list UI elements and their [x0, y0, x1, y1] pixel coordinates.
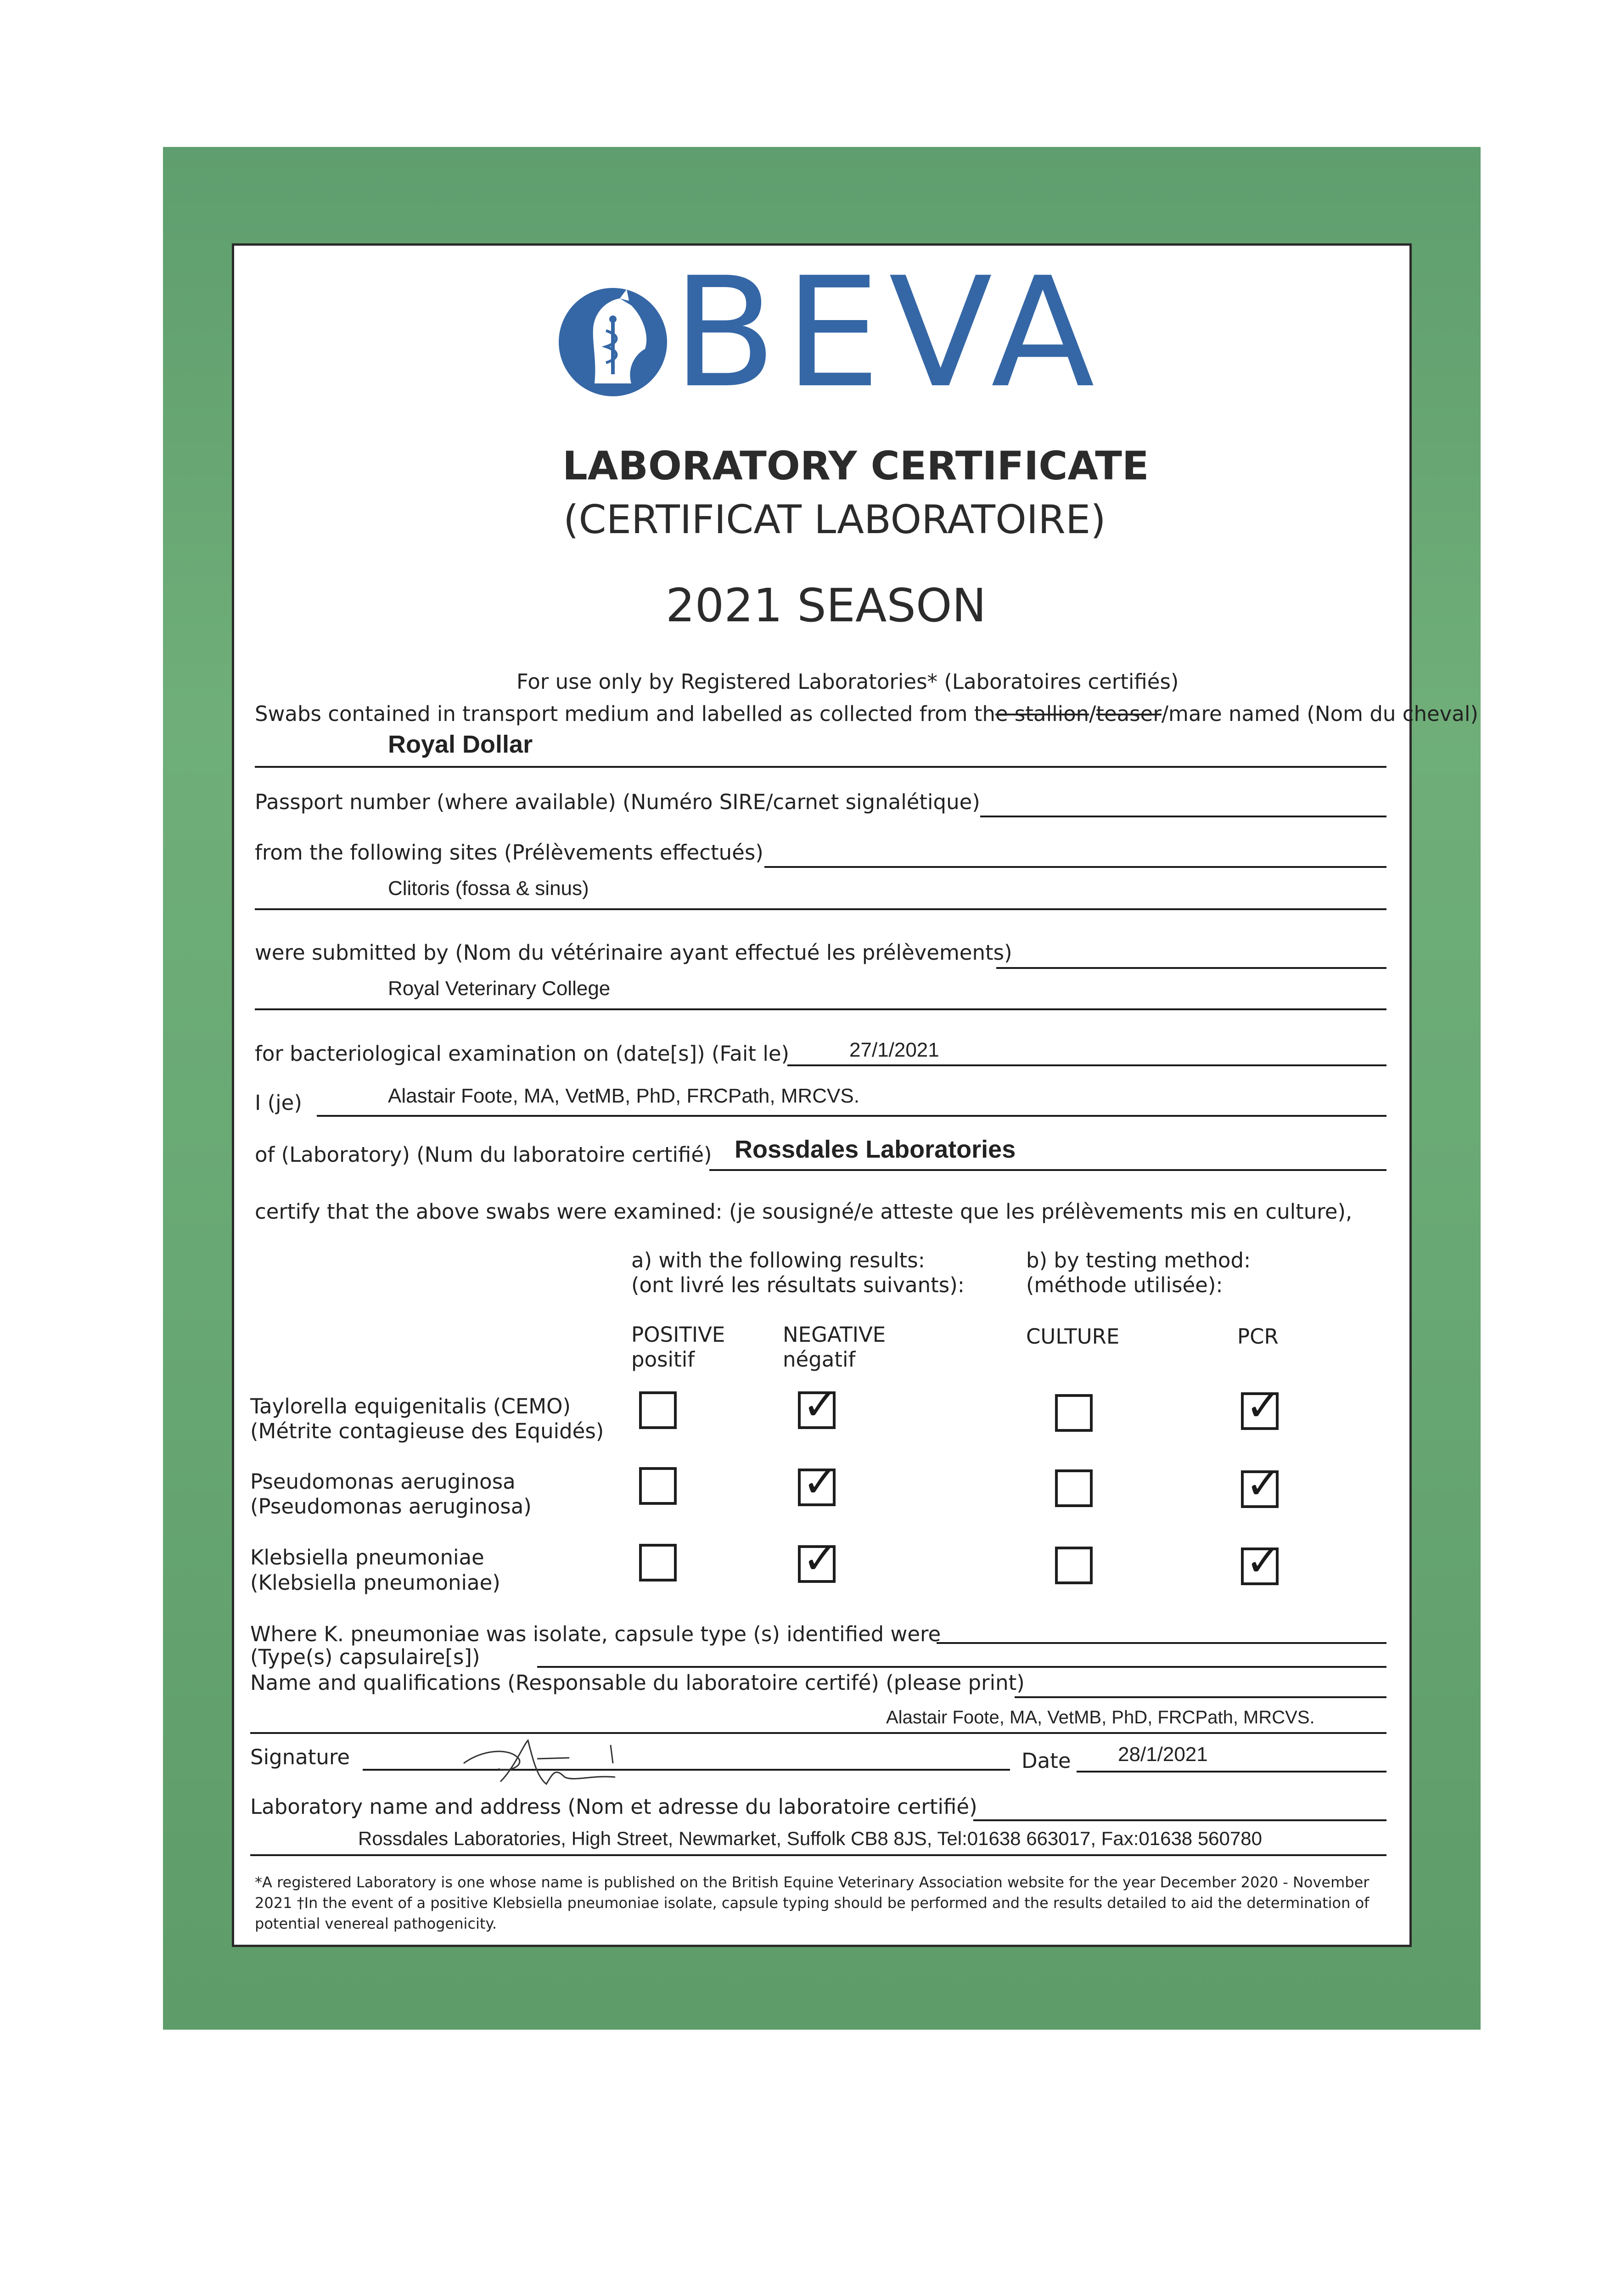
row-2-negative-checkbox[interactable]: [798, 1458, 838, 1507]
row-3-negative-checkbox[interactable]: [798, 1534, 838, 1583]
date-value: 28/1/2021: [1118, 1743, 1208, 1766]
col-negative: NEGATIVE: [783, 1322, 886, 1347]
row-1-positive-checkbox[interactable]: [639, 1391, 677, 1429]
row-1-name: Taylorella equigenitalis (CEMO): [250, 1394, 571, 1418]
lab-address-value: Rossdales Laboratories, High Street, Newmarket, Suffolk CB8 8JS, Tel:01638 663017, Fax:01638 560780: [358, 1828, 1262, 1849]
check-icon: ✓: [803, 1534, 838, 1583]
certificate-title-fr: (CERTIFICAT LABORATOIRE): [563, 497, 1106, 543]
intro-line-2-strike-stallion: e stallion: [995, 702, 1089, 726]
capsule-line-2: [537, 1666, 1386, 1668]
date-line: [1077, 1771, 1386, 1773]
row-3-culture-checkbox[interactable]: [1055, 1547, 1093, 1584]
row-1-culture-checkbox[interactable]: [1055, 1394, 1093, 1432]
row-2-positive-checkbox[interactable]: [639, 1467, 677, 1505]
col-negative-fr: négatif: [783, 1347, 856, 1372]
row-2-culture-checkbox[interactable]: [1055, 1469, 1093, 1507]
beva-logo: [551, 245, 1129, 421]
col-pcr: PCR: [1237, 1324, 1279, 1349]
i-value: Alastair Foote, MA, VetMB, PhD, FRCPath, MRCVS.: [388, 1085, 859, 1107]
row-1-negative-checkbox[interactable]: [798, 1380, 838, 1429]
exam-date-line: [787, 1064, 1386, 1066]
results-heading-a: a) with the following results:: [631, 1248, 925, 1272]
results-heading-b-fr: (méthode utilisée):: [1026, 1273, 1223, 1297]
sites-value: Clitoris (fossa & sinus): [388, 877, 589, 900]
logo-text: BEVA: [673, 245, 1103, 421]
submitted-value: Royal Veterinary College: [388, 977, 611, 1000]
exam-label: for bacteriological examination on (date[s]) (Fait le): [255, 1041, 790, 1066]
lab-address-line-2: [250, 1854, 1386, 1856]
lab-address-line: [973, 1819, 1386, 1821]
row-1-name-fr: (Métrite contagieuse des Equidés): [250, 1419, 604, 1443]
footnote-line-3: potential venereal pathogenicity.: [255, 1915, 497, 1932]
intro-line-2-pre: Swabs contained in transport medium and labelled as collected from th: [255, 702, 995, 726]
row-3-name: Klebsiella pneumoniae: [250, 1545, 484, 1570]
intro-line-2-post: /mare named (Nom du cheval): [1161, 702, 1478, 726]
row-2-name-fr: (Pseudomonas aeruginosa): [250, 1494, 532, 1519]
submitted-line: [996, 967, 1386, 969]
lab-line: [709, 1169, 1386, 1171]
row-3-positive-checkbox[interactable]: [639, 1544, 677, 1581]
row-3-name-fr: (Klebsiella pneumoniae): [250, 1570, 500, 1595]
sites-line-2: [255, 908, 1386, 910]
i-line: [317, 1115, 1386, 1117]
results-heading-a-fr: (ont livré les résultats suivants):: [631, 1273, 965, 1297]
row-2-pcr-checkbox[interactable]: [1241, 1459, 1281, 1508]
footnote-line-2: 2021 †In the event of a positive Klebsiella pneumoniae isolate, capsule typing should be performed and the results detailed to aid the determination of: [255, 1894, 1369, 1912]
lab-address-label: Laboratory name and address (Nom et adresse du laboratoire certifié): [250, 1795, 977, 1819]
intro-line-2: [255, 702, 1478, 726]
submitted-label: were submitted by (Nom du vétérinaire ayant effectué les prélèvements): [255, 940, 1012, 965]
lab-value: Rossdales Laboratories: [735, 1136, 1016, 1163]
sites-label: from the following sites (Prélèvements effectués): [255, 840, 763, 865]
check-icon: ✓: [1246, 1459, 1281, 1508]
submitted-line-2: [255, 1008, 1386, 1010]
certificate-title: LABORATORY CERTIFICATE: [562, 443, 1149, 489]
check-icon: ✓: [803, 1380, 838, 1429]
name-label: Name and qualifications (Responsable du laboratoire certifé) (please print): [250, 1671, 1025, 1695]
i-label: I (je): [255, 1091, 302, 1115]
name-line: [1015, 1696, 1386, 1698]
capsule-label: Where K. pneumoniae was isolate, capsule type (s) identified were: [250, 1622, 941, 1646]
capsule-line: [937, 1642, 1386, 1644]
check-icon: ✓: [1246, 1381, 1281, 1430]
horse-head-emblem-icon: [551, 280, 675, 404]
intro-line-2-slash: /: [1089, 702, 1096, 726]
season-title: 2021 SEASON: [666, 579, 987, 632]
col-positive: POSITIVE: [631, 1322, 725, 1347]
results-heading-b: b) by testing method:: [1026, 1248, 1251, 1272]
col-positive-fr: positif: [631, 1347, 695, 1372]
check-icon: ✓: [803, 1458, 838, 1507]
signature-image: [455, 1731, 629, 1805]
date-label: Date: [1021, 1749, 1071, 1773]
footnote-line-1: *A registered Laboratory is one whose name is published on the British Equine Veterinary Association website for the year December 2020 - November: [255, 1874, 1369, 1891]
row-1-pcr-checkbox[interactable]: [1241, 1381, 1281, 1430]
row-2-name: Pseudomonas aeruginosa: [250, 1469, 516, 1494]
name-line-2: [250, 1732, 1386, 1734]
passport-label: Passport number (where available) (Numéro SIRE/carnet signalétique): [255, 790, 980, 814]
check-icon: ✓: [1246, 1536, 1281, 1586]
sites-line: [764, 866, 1386, 868]
capsule-label-fr: (Type(s) capsulaire[s]): [250, 1645, 480, 1669]
exam-date-value: 27/1/2021: [849, 1039, 939, 1061]
name-value: Alastair Foote, MA, VetMB, PhD, FRCPath, MRCVS.: [886, 1707, 1315, 1728]
horse-name-line: [255, 766, 1386, 768]
signature-label: Signature: [250, 1745, 350, 1769]
col-culture: CULTURE: [1026, 1324, 1120, 1349]
passport-line: [980, 816, 1386, 817]
horse-name-value: Royal Dollar: [388, 731, 533, 758]
intro-line-1: For use only by Registered Laboratories* (Laboratoires certifiés): [516, 670, 1179, 694]
intro-line-2-strike-teaser: teaser: [1096, 702, 1162, 726]
row-3-pcr-checkbox[interactable]: [1241, 1536, 1281, 1586]
certify-text: certify that the above swabs were examined: (je sousigné/e atteste que les prélèvements mis en culture),: [255, 1199, 1353, 1224]
lab-label: of (Laboratory) (Num du laboratoire certifié): [255, 1142, 712, 1167]
